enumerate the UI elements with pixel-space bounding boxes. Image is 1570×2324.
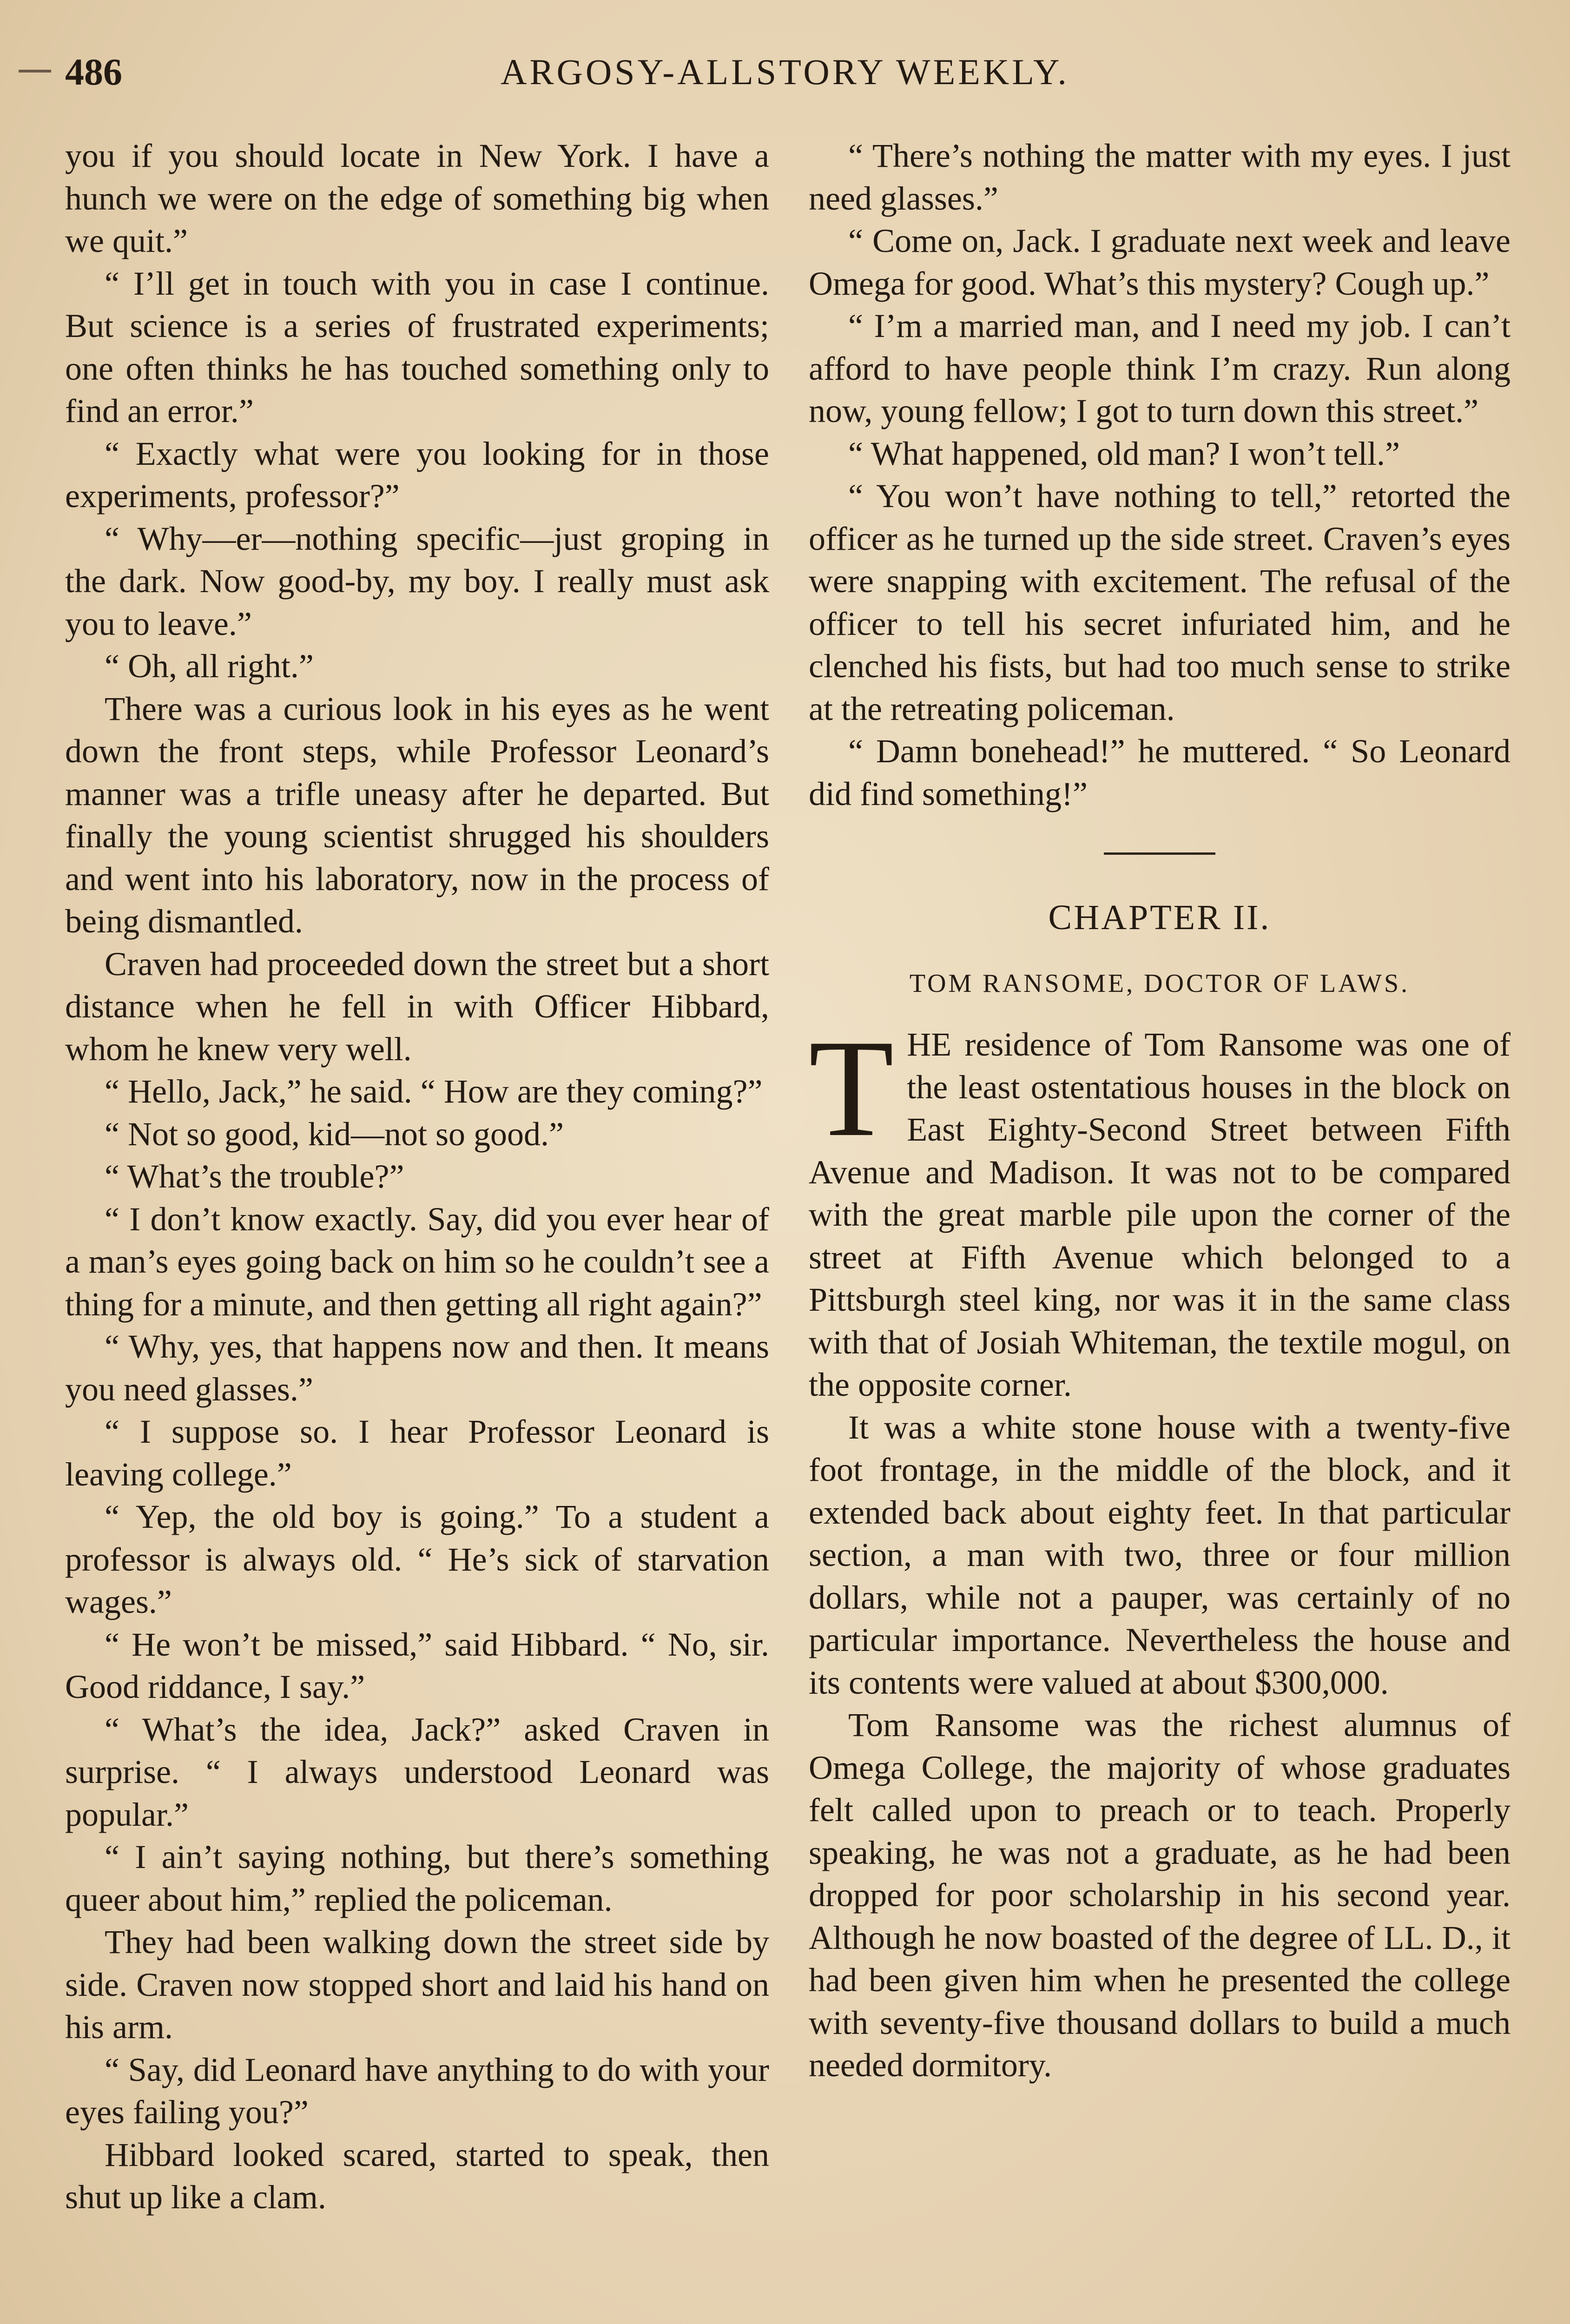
- left-column: [65, 135, 769, 2219]
- paragraph: There was a curious look in his eyes as he went down the front steps, while Professor Leonard’s manner was a trifle uneasy after he departed. But finally the young scientist shrugged his shoulders and went into his laboratory, now in the process of being dismantled.: [65, 690, 769, 940]
- section-divider: [1104, 852, 1215, 855]
- paragraph: “ I suppose so. I hear Professor Leonard is leaving college.”: [65, 1413, 769, 1493]
- paragraph: “ Say, did Leonard have anything to do with your eyes failing you?”: [65, 2051, 769, 2131]
- opening-text: HE residence of Tom Ransome was one of the least ostentatious houses in the block on East Eighty-Second Street between Fifth Avenue and Madison. It was not to be compared with the great marble pile upon the corner of the street at Fifth Avenue which belonged to a Pittsburgh steel king, nor was it in the same class with that of Josiah Whiteman, the textile mogul, on the opposite corner.: [809, 1026, 1511, 1403]
- paragraph: They had been walking down the street side by side. Craven now stopped short and laid his hand on his arm.: [65, 1923, 769, 2046]
- page-number: 486: [65, 51, 122, 93]
- paragraph: “ There’s nothing the matter with my eyes. I just need glasses.”: [809, 137, 1511, 217]
- paragraph: “ Exactly what were you looking for in those experiments, professor?”: [65, 435, 769, 515]
- paragraph: “ I’m a married man, and I need my job. I can’t afford to have people think I’m crazy. Run along now, young fellow; I got to turn down this street.”: [809, 307, 1511, 429]
- paragraph: “ What happened, old man? I won’t tell.”: [848, 435, 1400, 472]
- paragraph: “ Hello, Jack,” he said. “ How are they coming?”: [105, 1073, 763, 1110]
- paragraph: “ I’ll get in touch with you in case I continue. But science is a series of frustrated experiments; one often thinks he has touched something only to find an error.”: [65, 264, 769, 429]
- paragraph: “ Come on, Jack. I graduate next week and leave Omega for good. What’s this mystery? Cough up.”: [809, 222, 1511, 302]
- paragraph: “ I ain’t saying nothing, but there’s something queer about him,” replied the policeman.: [65, 1838, 769, 1918]
- running-head: ARGOSY-ALLSTORY WEEKLY.: [501, 52, 1069, 92]
- paragraph: Tom Ransome was the richest alumnus of Omega College, the majority of whose graduates felt called upon to preach or to teach. Properly speaking, he was not a graduate, as he had been dropped for poor scholarship in his second year. Although he now boasted of the degree of LL. D., it had been given him when he presented the college with seventy-five thousand dollars to build a much needed dormitory.: [809, 1706, 1511, 2084]
- paragraph: “ Why—er—nothing specific—just groping in the dark. Now good-by, my boy. I really must ask you to leave.”: [65, 520, 769, 642]
- chapter-title: CHAPTER II.: [1048, 898, 1271, 937]
- paragraph: “ You won’t have nothing to tell,” retorted the officer as he turned up the side street. Craven’s eyes were snapping with excitement. The refusal of the officer to tell his secret infuriated him, and he clenched his fists, but had too much sense to strike at the retreating policeman.: [809, 477, 1511, 727]
- drop-cap: T: [809, 1011, 894, 1165]
- paragraph: “ What’s the idea, Jack?” asked Craven in surprise. “ I always understood Leonard was popular.”: [65, 1710, 769, 1833]
- paragraph: “ I don’t know exactly. Say, did you ever hear of a man’s eyes going back on him so he couldn’t see a thing for a minute, and then getting all right again?”: [65, 1200, 769, 1323]
- chapter-opening-paragraph: [809, 1011, 1511, 1406]
- paragraph: Craven had proceeded down the street but a short distance when he fell in with Officer Hibbard, whom he knew very well.: [65, 945, 769, 1068]
- paragraph: “ Damn bonehead!” he muttered. “ So Leonard did find something!”: [809, 733, 1511, 812]
- paragraph: you if you should locate in New York. I have a hunch we were on the edge of something big when we quit.”: [65, 137, 769, 259]
- paragraph: It was a white stone house with a twenty-five foot frontage, in the middle of the block, and it extended back about eighty feet. In that particular section, a man with two, three or four million dollars, while not a pauper, was certainly of no particular importance. Nevertheless the house and its contents were valued at about $300,000.: [809, 1408, 1511, 1701]
- paragraph: “ Why, yes, that happens now and then. It means you need glasses.”: [65, 1328, 769, 1408]
- paragraph: “ He won’t be missed,” said Hibbard. “ No, sir. Good riddance, I say.”: [65, 1625, 769, 1705]
- paragraph: Hibbard looked scared, started to speak, then shut up like a clam.: [65, 2136, 769, 2216]
- paragraph: “ Yep, the old boy is going.” To a student a professor is always old. “ He’s sick of starvation wages.”: [65, 1498, 769, 1620]
- paragraph: “ Oh, all right.”: [105, 647, 314, 685]
- paragraph: “ Not so good, kid—not so good.”: [105, 1115, 564, 1153]
- right-column: [809, 135, 1511, 2087]
- chapter-subtitle: TOM RANSOME, DOCTOR OF LAWS.: [909, 969, 1410, 998]
- paragraph: “ What’s the trouble?”: [105, 1158, 404, 1195]
- page-header: [0, 46, 1570, 102]
